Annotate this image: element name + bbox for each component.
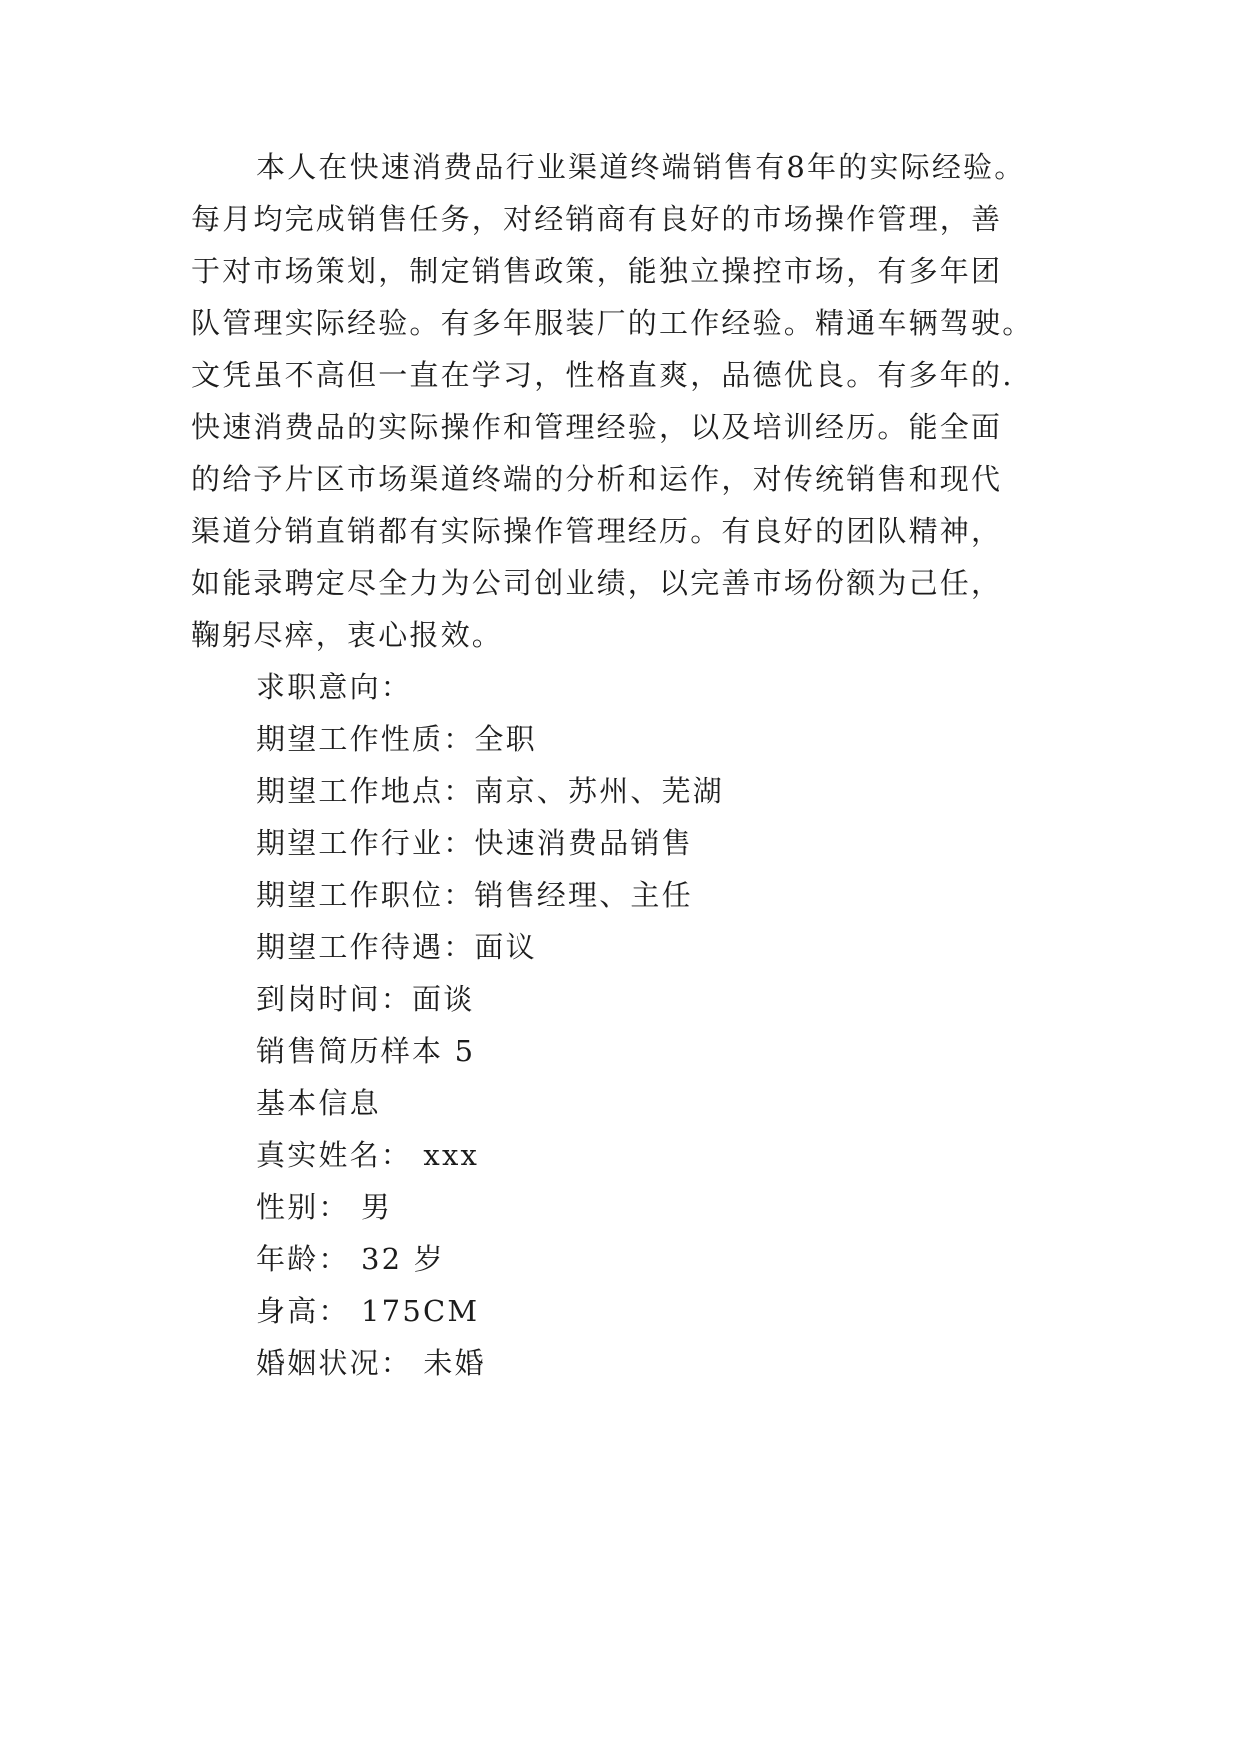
paragraph-line-8: 渠道分销直销都有实际操作管理经历。有良好的团队精神， bbox=[191, 514, 1003, 548]
job-intent-industry: 期望工作行业：快速消费品销售 bbox=[256, 826, 693, 860]
paragraph-line-4: 队管理实际经验。有多年服装厂的工作经验。精通车辆驾驶。 bbox=[191, 306, 1034, 340]
paragraph-line-2: 每月均完成销售任务，对经销商有良好的市场操作管理，善 bbox=[191, 202, 1003, 236]
paragraph-line-3: 于对市场策划，制定销售政策，能独立操控市场，有多年团 bbox=[191, 254, 1003, 288]
job-intent-position: 期望工作职位：销售经理、主任 bbox=[256, 878, 693, 912]
job-intent-salary: 期望工作待遇：面议 bbox=[256, 930, 537, 964]
basic-info-heading: 基本信息 bbox=[256, 1086, 381, 1120]
job-intent-arrival: 到岗时间：面谈 bbox=[256, 982, 475, 1016]
basic-info-age: 年龄： 32 岁 bbox=[256, 1242, 445, 1276]
job-intent-heading: 求职意向： bbox=[256, 670, 413, 704]
job-intent-nature: 期望工作性质：全职 bbox=[256, 722, 537, 756]
paragraph-line-1: 本人在快速消费品行业渠道终端销售有8年的实际经验。 bbox=[256, 150, 1026, 184]
basic-info-name: 真实姓名： xxx bbox=[256, 1138, 480, 1172]
paragraph-line-7: 的给予片区市场渠道终端的分析和运作，对传统销售和现代 bbox=[191, 462, 1003, 496]
basic-info-gender: 性别： 男 bbox=[256, 1190, 393, 1224]
basic-info-marital: 婚姻状况： 未婚 bbox=[256, 1346, 486, 1380]
job-intent-location: 期望工作地点：南京、苏州、芜湖 bbox=[256, 774, 725, 808]
paragraph-line-9: 如能录聘定尽全力为公司创业绩，以完善市场份额为己任， bbox=[191, 566, 1003, 600]
paragraph-line-6: 快速消费品的实际操作和管理经验，以及培训经历。能全面 bbox=[191, 410, 1003, 444]
paragraph-line-10: 鞠躬尽瘁，衷心报效。 bbox=[191, 618, 504, 652]
sample-title: 销售简历样本 5 bbox=[256, 1034, 476, 1068]
basic-info-height: 身高： 175CM bbox=[256, 1294, 480, 1328]
paragraph-line-5: 文凭虽不高但一直在学习，性格直爽，品德优良。有多年的. bbox=[191, 358, 1014, 392]
